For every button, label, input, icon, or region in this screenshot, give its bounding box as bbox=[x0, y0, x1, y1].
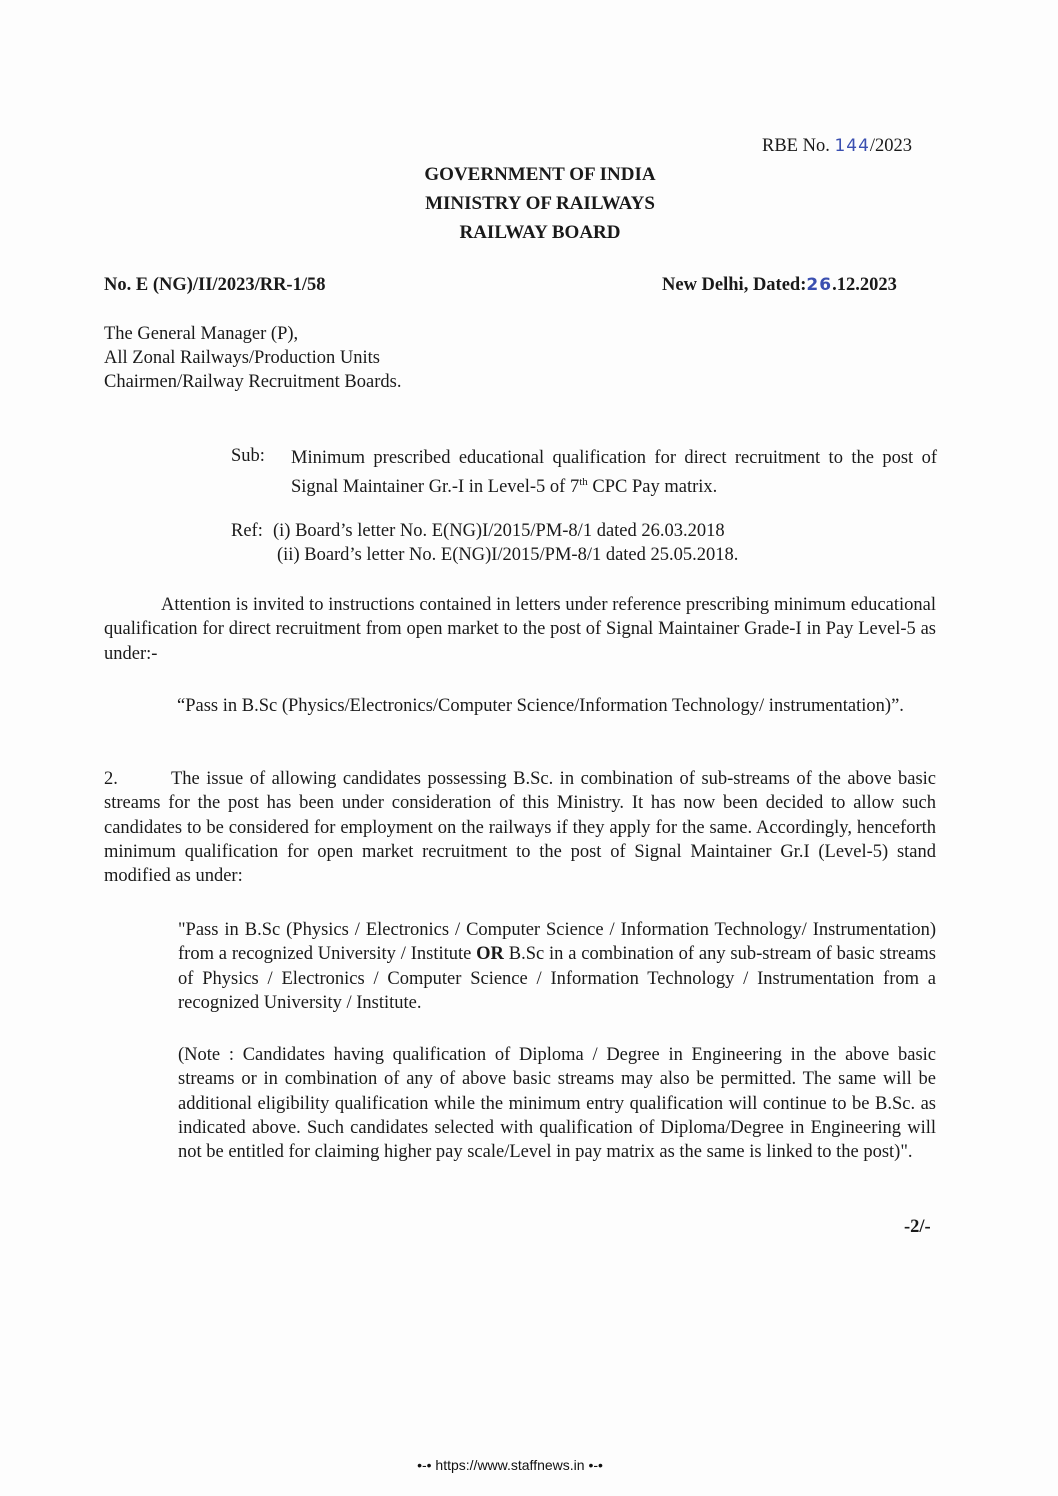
org-government: GOVERNMENT OF INDIA bbox=[424, 164, 656, 185]
addressee-line: Chairmen/Railway Recruitment Boards. bbox=[104, 372, 402, 392]
letterhead bbox=[300, 160, 780, 247]
org-ministry: MINISTRY OF RAILWAYS bbox=[425, 193, 655, 214]
subject-label: Sub: bbox=[231, 446, 265, 466]
rbe-number bbox=[762, 136, 912, 157]
rbe-handwritten-number: 144 bbox=[834, 136, 870, 156]
subject-sup: th bbox=[579, 476, 588, 489]
footer-watermark-url: •-• https://www.staffnews.in •-• bbox=[417, 1457, 603, 1473]
reference-label: Ref: bbox=[231, 521, 263, 541]
subject-text-end: CPC Pay matrix. bbox=[587, 477, 718, 498]
paragraph-2 bbox=[104, 767, 936, 888]
date-line bbox=[662, 275, 897, 296]
paragraph-2-text: The issue of allowing candidates possessing B.Sc. in combination of sub-streams of the above basic streams for the post has been under consideration of this Ministry. It has now been decided to allow such candidates to be considered for employment on the railways if they apply for the same. Accordingly, henceforth minimum qualification for open market recruitment to the post of Signal Maintainer Gr.I (Level-5) stand modified as under: bbox=[104, 769, 936, 887]
page-continuation-marker: -2/- bbox=[904, 1217, 931, 1237]
quote-or: OR bbox=[476, 944, 504, 965]
note-paragraph: (Note : Candidates having qualification of Diploma / Degree in Engineering in the above basic streams or in combination of any of above basic streams may also be permitted. The same will be additional eligibility qualification while the minimum entry qualification will continue to be B.Sc. as indicated above. Such candidates selected with qualification of Diploma/Degree in Engineering will not be entitled for claiming higher pay scale/Level in pay matrix as the same is linked to the post)". bbox=[178, 1045, 936, 1163]
quote-part: B.Sc in a combination of any sub-stream of basic streams of Physics / Electronics / Computer Science / Information Technology / Instrumentation from a recognized University / Institute. bbox=[178, 944, 936, 1013]
quoted-qualification-new bbox=[178, 918, 936, 1015]
reference-block bbox=[231, 519, 738, 567]
subject-text bbox=[291, 446, 937, 500]
quoted-qualification-old: “Pass in B.Sc (Physics/Electronics/Computer Science/Information Technology/ instrumentation)”. bbox=[177, 696, 904, 716]
quote-part: "Pass in B.Sc (Physics / Electronics / Computer Science / Information Technology/ Instrumentation) from a recognized University / Institute bbox=[178, 920, 936, 965]
rbe-prefix: RBE No. bbox=[762, 136, 830, 156]
subject-block bbox=[231, 446, 937, 500]
date-handwritten-day: 26 bbox=[806, 275, 833, 295]
date-suffix: .12.2023 bbox=[832, 275, 897, 295]
rbe-year: /2023 bbox=[869, 136, 913, 156]
date-prefix: New Delhi, Dated: bbox=[662, 275, 807, 295]
paragraph-number: 2. bbox=[104, 769, 118, 789]
subject-text-main: Minimum prescribed educational qualification for direct recruitment to the post of Signal Maintainer Gr.-I in Level-5 of 7 bbox=[291, 448, 937, 498]
org-board: RAILWAY BOARD bbox=[459, 222, 621, 243]
addressee-block bbox=[104, 322, 401, 394]
reference-item: (i) Board’s letter No. E(NG)I/2015/PM-8/1 dated 26.03.2018 bbox=[273, 521, 725, 541]
addressee-line: All Zonal Railways/Production Units bbox=[104, 348, 380, 368]
file-number: No. E (NG)/II/2023/RR-1/58 bbox=[104, 275, 326, 295]
addressee-line: The General Manager (P), bbox=[104, 324, 299, 344]
paragraph-1: Attention is invited to instructions contained in letters under reference prescribing minimum educational qualification for direct recruitment from open market to the post of Signal Maintainer Grade-I in Pay Level-5 as under:- bbox=[104, 595, 936, 664]
reference-item: (ii) Board’s letter No. E(NG)I/2015/PM-8/1 dated 25.05.2018. bbox=[277, 545, 739, 565]
